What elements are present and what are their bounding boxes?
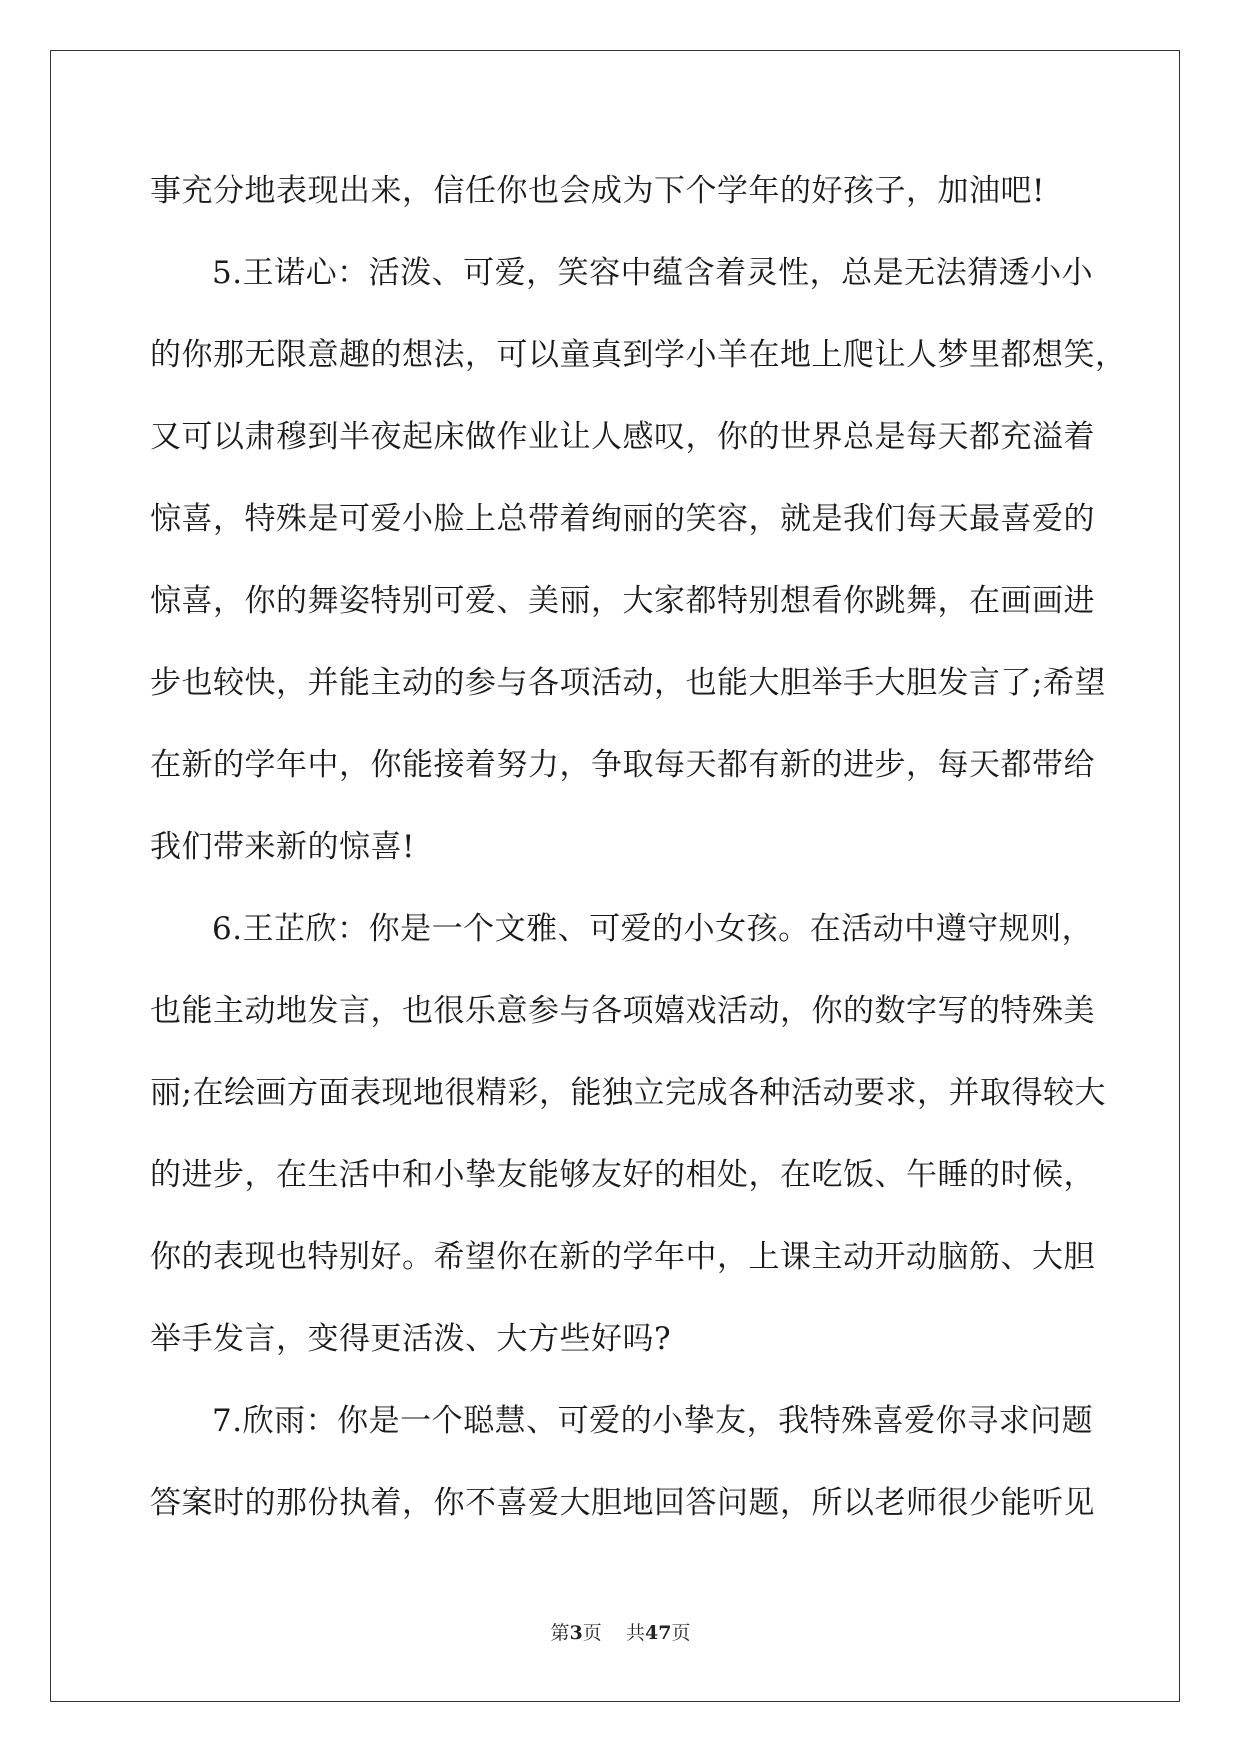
page-suffix: 页 [582,1622,602,1644]
text-line: 丽;在绘画方面表现地很精彩，能独立完成各种活动要求，并取得较大 [150,1075,1106,1111]
total-prefix: 共 [625,1622,645,1644]
page-footer [0,1618,1241,1645]
text-line: 惊喜，你的舞姿特别可爱、美丽，大家都特别想看你跳舞，在画画进 [150,583,1095,619]
text-line: 我们带来新的惊喜! [150,829,415,865]
text-line: 的你那无限意趣的想法，可以童真到学小羊在地上爬让人梦里都想笑， [150,337,1127,373]
text-line: 6.王芷欣：你是一个文雅、可爱的小女孩。在活动中遵守规则， [212,911,1094,947]
text-line: 步也较快，并能主动的参与各项活动，也能大胆举手大胆发言了;希望 [150,665,1106,701]
text-line: 你的表现也特别好。希望你在新的学年中，上课主动开动脑筋、大胆 [150,1239,1095,1275]
total-pages: 47 [644,1622,672,1644]
page-number: 3 [569,1622,583,1644]
text-line: 在新的学年中，你能接着努力，争取每天都有新的进步，每天都带给 [150,747,1095,783]
text-line: 惊喜，特殊是可爱小脸上总带着绚丽的笑容，就是我们每天最喜爱的 [150,501,1095,537]
text-line: 又可以肃穆到半夜起床做作业让人感叹，你的世界总是每天都充溢着 [150,419,1095,455]
text-line: 事充分地表现出来，信任你也会成为下个学年的好孩子，加油吧! [150,173,1045,209]
page-prefix: 第 [550,1622,570,1644]
document-body [150,150,1127,1544]
text-line: 7.欣雨：你是一个聪慧、可爱的小挚友，我特殊喜爱你寻求问题 [212,1403,1094,1439]
text-line: 举手发言，变得更活泼、大方些好吗? [150,1321,672,1357]
text-line: 也能主动地发言，也很乐意参与各项嬉戏活动，你的数字写的特殊美 [150,993,1095,1029]
text-line: 答案时的那份执着，你不喜爱大胆地回答问题，所以老师很少能听见 [150,1485,1095,1521]
text-line: 5.王诺心：活泼、可爱，笑容中蕴含着灵性，总是无法猜透小小 [212,255,1094,291]
total-suffix: 页 [671,1622,691,1644]
text-line: 的进步，在生活中和小挚友能够友好的相处，在吃饭、午睡的时候， [150,1157,1095,1193]
